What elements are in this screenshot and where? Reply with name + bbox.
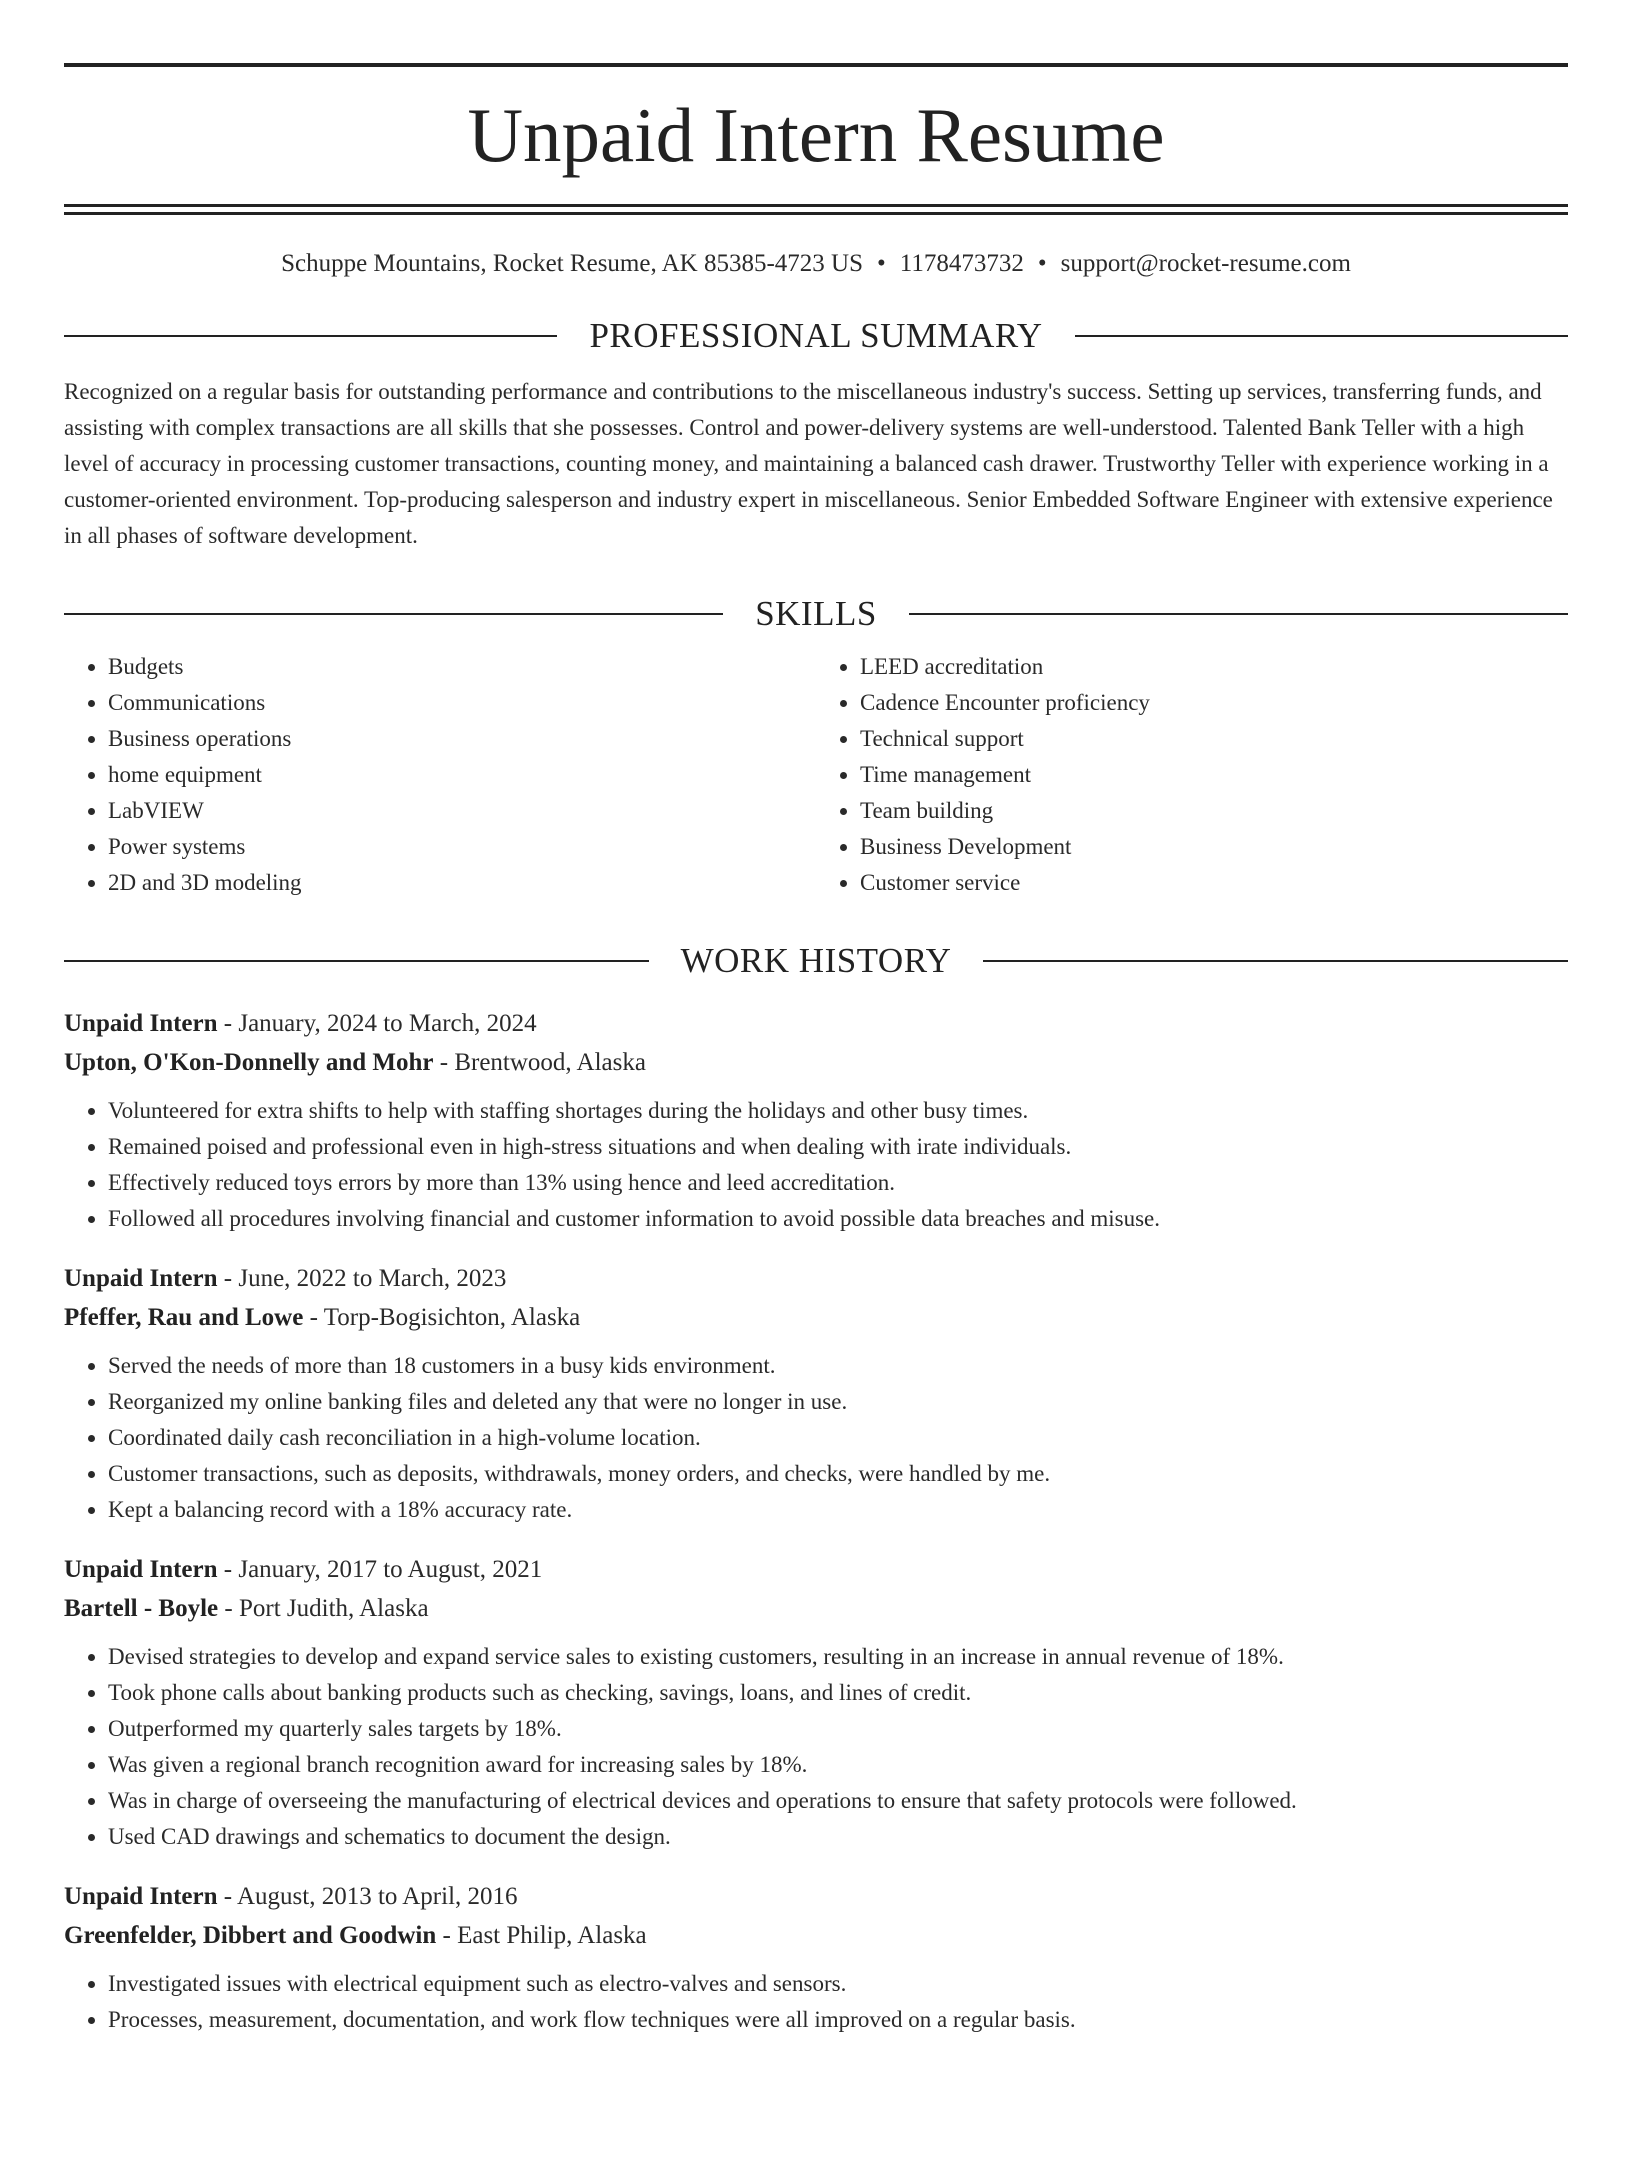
job-company: Pfeffer, Rau and Lowe bbox=[64, 1304, 304, 1331]
job-title: Unpaid Intern bbox=[64, 1010, 218, 1037]
section-rule-left bbox=[64, 613, 723, 615]
job-location: - East Philip, Alaska bbox=[436, 1922, 647, 1949]
job-location: - Brentwood, Alaska bbox=[433, 1049, 646, 1076]
job-title: Unpaid Intern bbox=[64, 1265, 218, 1292]
job-title-line bbox=[64, 1004, 1568, 1043]
skill-item: • Team building bbox=[860, 793, 1568, 829]
job-entry bbox=[64, 1550, 1568, 1855]
section-title-work: WORK HISTORY bbox=[680, 941, 952, 980]
job-bullet: • Coordinated daily cash reconciliation in a high-volume location. bbox=[108, 1420, 1568, 1456]
job-title: Unpaid Intern bbox=[64, 1556, 218, 1583]
section-rule-right bbox=[1075, 335, 1568, 337]
contact-email: support@rocket-resume.com bbox=[1060, 250, 1351, 277]
section-rule-left bbox=[64, 960, 649, 962]
job-entry bbox=[64, 1877, 1568, 2038]
job-title-line bbox=[64, 1550, 1568, 1589]
job-company: Bartell - Boyle bbox=[64, 1595, 219, 1622]
job-title: Unpaid Intern bbox=[64, 1883, 218, 1910]
skill-item: • Cadence Encounter proficiency bbox=[860, 685, 1568, 721]
job-bullet: • Took phone calls about banking products such as checking, savings, loans, and lines of credit. bbox=[108, 1675, 1568, 1711]
job-bullet: • Was in charge of overseeing the manufacturing of electrical devices and operations to ensure that safety protocols were followed. bbox=[108, 1783, 1568, 1819]
skill-item: • Budgets bbox=[108, 649, 816, 685]
skill-item: • Technical support bbox=[860, 721, 1568, 757]
section-header-work bbox=[64, 943, 1568, 978]
section-title-skills: SKILLS bbox=[755, 594, 877, 633]
skill-item: • LEED accreditation bbox=[860, 649, 1568, 685]
job-bullet: • Followed all procedures involving financial and customer information to avoid possible data breaches and misuse. bbox=[108, 1201, 1568, 1237]
job-title-line bbox=[64, 1259, 1568, 1298]
skill-item: • Power systems bbox=[108, 829, 816, 865]
skill-item: • Communications bbox=[108, 685, 816, 721]
skill-item: • 2D and 3D modeling bbox=[108, 865, 816, 901]
contact-separator: • bbox=[877, 250, 886, 277]
skill-item: • home equipment bbox=[108, 757, 816, 793]
job-bullet: • Devised strategies to develop and expand service sales to existing customers, resulting in an increase in annual revenue of 18%. bbox=[108, 1639, 1568, 1675]
job-company-line bbox=[64, 1298, 1568, 1337]
section-rule-left bbox=[64, 335, 557, 337]
job-bullet: • Served the needs of more than 18 customers in a busy kids environment. bbox=[108, 1348, 1568, 1384]
job-location: - Torp-Bogisichton, Alaska bbox=[303, 1304, 581, 1331]
skill-item: • LabVIEW bbox=[108, 793, 816, 829]
job-company-line bbox=[64, 1916, 1568, 1955]
skills-list bbox=[64, 649, 1568, 901]
section-header-skills bbox=[64, 596, 1568, 631]
job-bullets bbox=[64, 1639, 1568, 1855]
job-entry bbox=[64, 1004, 1568, 1237]
skill-item: • Customer service bbox=[860, 865, 1568, 901]
resume-page bbox=[0, 63, 1632, 2175]
job-location: - Port Judith, Alaska bbox=[218, 1595, 429, 1622]
skill-item: • Time management bbox=[860, 757, 1568, 793]
resume-title: Unpaid Intern Resume bbox=[467, 92, 1165, 178]
skill-item: • Business operations bbox=[108, 721, 816, 757]
job-title-line bbox=[64, 1877, 1568, 1916]
contact-separator: • bbox=[1037, 250, 1047, 277]
title-double-rule bbox=[64, 204, 1568, 215]
job-bullet: • Outperformed my quarterly sales targets by 18%. bbox=[108, 1711, 1568, 1747]
job-bullet: • Volunteered for extra shifts to help with staffing shortages during the holidays and other busy times. bbox=[108, 1093, 1568, 1129]
job-company-line bbox=[64, 1589, 1568, 1628]
contact-phone: 1178473732 bbox=[899, 250, 1024, 277]
section-title-summary: PROFESSIONAL SUMMARY bbox=[589, 316, 1043, 355]
top-rule bbox=[64, 63, 1568, 67]
job-bullets bbox=[64, 1348, 1568, 1528]
section-rule-right bbox=[983, 960, 1568, 962]
job-company: Greenfelder, Dibbert and Goodwin bbox=[64, 1922, 437, 1949]
skill-item: • Business Development bbox=[860, 829, 1568, 865]
section-rule-right bbox=[909, 613, 1568, 615]
job-bullet: • Used CAD drawings and schematics to document the design. bbox=[108, 1819, 1568, 1855]
contact-line bbox=[64, 251, 1568, 276]
job-bullets bbox=[64, 1966, 1568, 2038]
job-entry bbox=[64, 1259, 1568, 1528]
summary-text: Recognized on a regular basis for outstanding performance and contributions to the miscellaneous industry's success. Setting up services, transferring funds, and assisting with complex transactions are all skills that she possesses. Control and power-delivery systems are well-understood. Talented Bank Teller with a high level of accuracy in processing customer transactions, counting money, and maintaining a balanced cash drawer. Trustworthy Teller with experience working in a customer-oriented environment. Top-producing salesperson and industry expert in miscellaneous. Senior Embedded Software Engineer with extensive experience in all phases of software development. bbox=[64, 379, 1553, 548]
job-dates: - June, 2022 to March, 2023 bbox=[217, 1265, 507, 1292]
job-company: Upton, O'Kon-Donnelly and Mohr bbox=[64, 1049, 434, 1076]
job-dates: - August, 2013 to April, 2016 bbox=[217, 1883, 518, 1910]
job-bullet: • Remained poised and professional even in high-stress situations and when dealing with irate individuals. bbox=[108, 1129, 1568, 1165]
job-bullet: • Processes, measurement, documentation, and work flow techniques were all improved on a regular basis. bbox=[108, 2002, 1568, 2038]
section-header-summary bbox=[64, 318, 1568, 353]
job-bullet: • Customer transactions, such as deposits, withdrawals, money orders, and checks, were handled by me. bbox=[108, 1456, 1568, 1492]
job-bullet: • Kept a balancing record with a 18% accuracy rate. bbox=[108, 1492, 1568, 1528]
job-dates: - January, 2024 to March, 2024 bbox=[217, 1010, 537, 1037]
job-bullet: • Effectively reduced toys errors by more than 13% using hence and leed accreditation. bbox=[108, 1165, 1568, 1201]
job-bullet: • Was given a regional branch recognition award for increasing sales by 18%. bbox=[108, 1747, 1568, 1783]
job-bullets bbox=[64, 1093, 1568, 1237]
contact-address: Schuppe Mountains, Rocket Resume, AK 85385-4723 US bbox=[281, 250, 863, 277]
job-dates: - January, 2017 to August, 2021 bbox=[217, 1556, 543, 1583]
job-bullet: • Investigated issues with electrical equipment such as electro-valves and sensors. bbox=[108, 1966, 1568, 2002]
job-company-line bbox=[64, 1043, 1568, 1082]
job-bullet: • Reorganized my online banking files and deleted any that were no longer in use. bbox=[108, 1384, 1568, 1420]
skills-column-right bbox=[816, 649, 1568, 901]
skills-column-left bbox=[64, 649, 816, 901]
